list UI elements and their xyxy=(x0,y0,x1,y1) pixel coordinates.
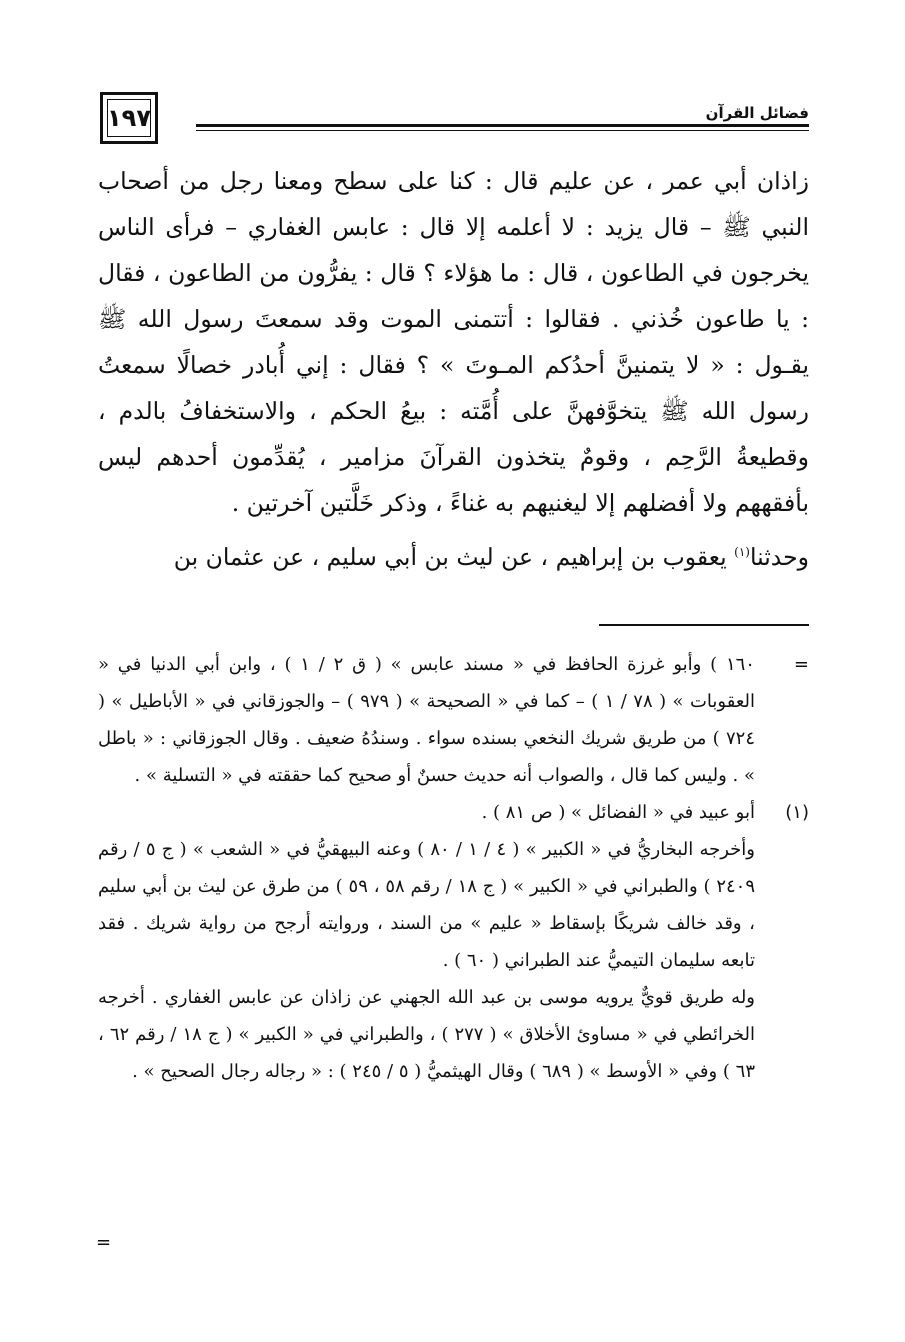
footnote-1-paragraph-3: وله طريق قويٌّ يرويه موسى بن عبد الله الجهني عن زاذان عن عابس الغفاري . أخرجه الخرائطي في « مساوئ الأخلاق » ( ٢٧٧ ) ، والطبراني في « الكبير » ( ج ١٨ / رقم ٦٢ ، ٦٣ ) وفي « الأوسط » ( ٦٨٩ ) وقال الهيثميُّ ( ٥ / ٢٤٥ ) : « رجاله رجال الصحيح » . xyxy=(98,987,755,1082)
footnote-ref-1: (١) xyxy=(734,545,750,560)
page-number: ١٩٧ xyxy=(107,104,151,132)
running-head: فضائل القرآن xyxy=(705,104,809,122)
footnote-continuation-text: ١٦٠ ) وأبو غرزة الحافظ في « مسند عابس » ( ق ٢ / ١ ) ، وابن أبي الدنيا في « العقوبات » ( ٧٨ / ١ ) – كما في « الصحيحة » ( ٩٧٩ ) – والجوزقاني في « الأباطيل » ( ٧٢٤ ) من طريق شريك النخعي بسنده سواء . وسندُهُ ضعيف . وقال الجوزقاني : « باطل » . وليس كما قال ، والصواب أنه حديث حسنٌ أو صحيح كما حققته في « التسلية » . xyxy=(98,654,755,786)
main-paragraph-2-rest: يعقوب بن إبراهيم ، عن ليث بن أبي سليم ، عن عثمان بن xyxy=(173,543,735,571)
footnote-1 xyxy=(98,794,809,1090)
header-rule-thin xyxy=(196,130,809,131)
footnotes xyxy=(98,646,809,1090)
footnote-continuation xyxy=(98,646,809,794)
main-text xyxy=(98,158,809,580)
continues-next-page-mark: = xyxy=(96,1232,112,1253)
footnote-1-mark: (١) xyxy=(785,802,809,823)
footnote-separator xyxy=(599,624,809,626)
footnote-1-line-1: أبو عبيد في « الفضائل » ( ص ٨١ ) . xyxy=(481,802,755,823)
main-paragraph-2-start: وحدثنا xyxy=(749,543,809,571)
page-number-box xyxy=(100,92,158,144)
continuation-mark: = xyxy=(793,654,809,675)
main-paragraph-2 xyxy=(98,534,809,580)
main-paragraph-1: زاذان أبي عمر ، عن عليم قال : كنا على سطح ومعنا رجل من أصحاب النبي ﷺ – قال يزيد : لا أعلمه إلا قال : عابس الغفاري – فرأى الناس يخرجون في الطاعون ، قال : ما هؤلاء ؟ قال : يفرُّون من الطاعون ، فقال : يا طاعون خُذني . فقالوا : أتتمنى الموت وقد سمعتَ رسول الله ﷺ يقـول : « لا يتمنينَّ أحدُكم المـوتَ » ؟ فقال : إني أُبادر خصالًا سمعتُ رسول الله ﷺ يتخوَّفهنَّ على أُمَّته : بيعُ الحكم ، والاستخفافُ بالدم ، وقطيعةُ الرَّحِم ، وقومٌ يتخذون القرآنَ مزامير ، يُقدِّمون أحدهم ليس بأفقههم ولا أفضلهم إلا ليغنيهم به غناءً ، وذكر خَلَّتين آخرتين . xyxy=(98,167,809,517)
footnote-1-paragraph-2: وأخرجه البخاريُّ في « الكبير » ( ٤ / ١ / ٨٠ ) وعنه البيهقيُّ في « الشعب » ( ج ٥ / رقم ٢٤٠٩ ) والطبراني في « الكبير » ( ج ١٨ / رقم ٥٨ ، ٥٩ ) من طرق عن ليث بن أبي سليم ، وقد خالف شريكًا بإسقاط « عليم » من السند ، وروايته أرجح من رواية شريك . فقد تابعه سليمان التيميُّ عند الطبراني ( ٦٠ ) . xyxy=(98,839,756,971)
header-rule-thick xyxy=(196,124,809,127)
